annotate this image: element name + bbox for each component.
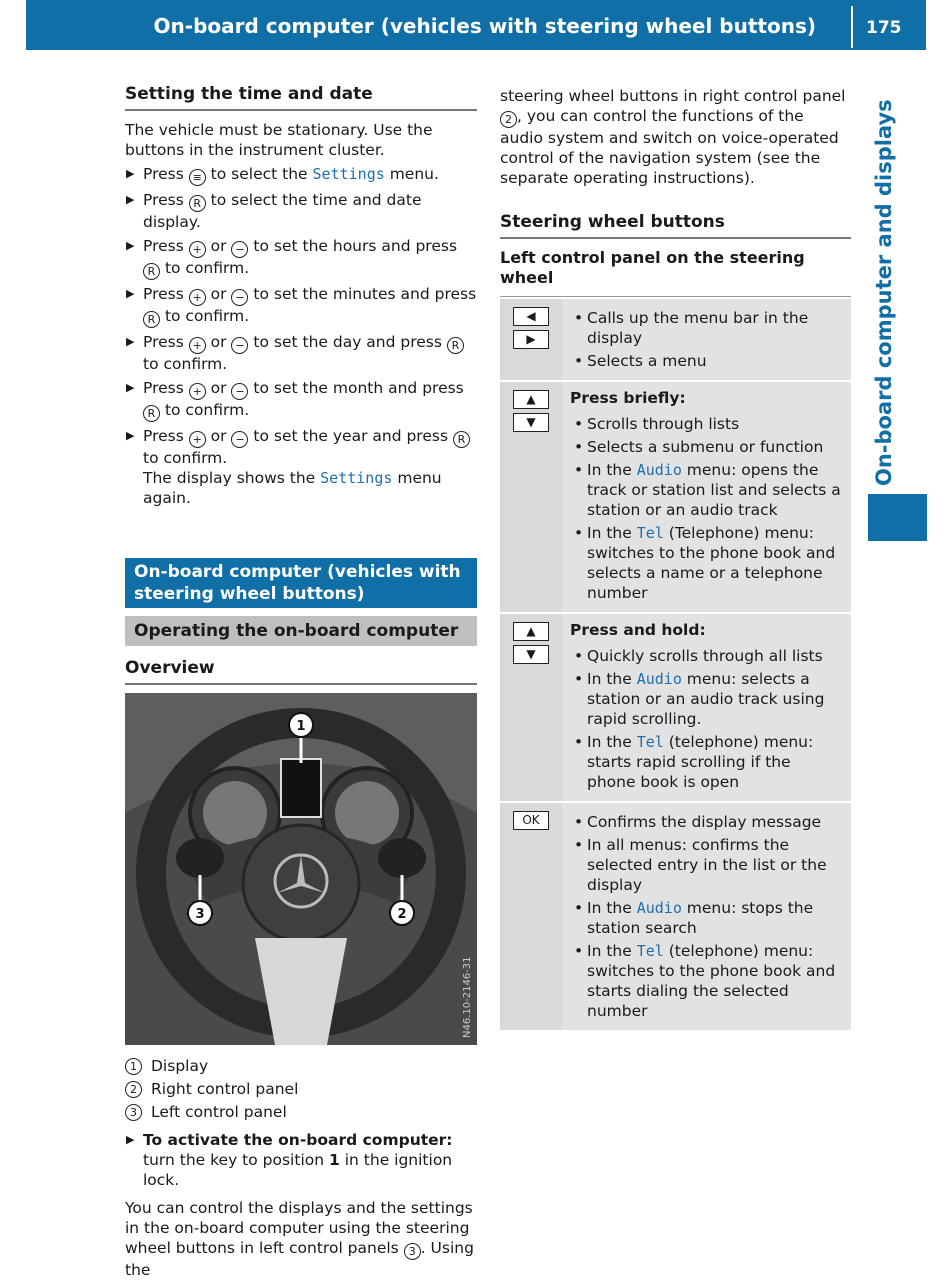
- up-arrow-key-icon: ▲: [513, 622, 549, 641]
- list-item: • Scrolls through lists: [570, 414, 843, 434]
- step-7: ▶ Press + or − to set the year and press R to confirm. The display shows the Settings menu again.: [125, 426, 477, 508]
- table-title: Left control panel on the steering wheel: [500, 248, 851, 297]
- overview-heading: Overview: [125, 658, 477, 685]
- r-button-icon: R: [143, 311, 160, 328]
- page-number: 175: [866, 18, 902, 38]
- row-title: Press briefly:: [570, 389, 686, 407]
- side-tab-marker: [868, 494, 927, 541]
- left-column: [125, 84, 477, 1280]
- legend-item-right-panel: 2 Right control panel: [125, 1079, 477, 1099]
- plus-button-icon: +: [189, 431, 206, 448]
- list-item: • In the Tel (telephone) menu: starts rapid scrolling if the phone book is open: [570, 732, 843, 792]
- row-title: Press and hold:: [570, 621, 706, 639]
- step-arrow-icon: ▶: [126, 287, 135, 300]
- r-button-icon: R: [447, 337, 464, 354]
- plus-button-icon: +: [189, 241, 206, 258]
- time-date-intro: The vehicle must be stationary. Use the buttons in the instrument cluster.: [125, 121, 433, 159]
- step-arrow-icon: ▶: [126, 167, 135, 180]
- step-4: ▶ Press + or − to set the minutes and press R to confirm.: [126, 285, 477, 326]
- list-item: • In the Tel (telephone) menu: switches to the phone book and starts dialing the selected number: [570, 941, 843, 1021]
- steering-wheel-illustration: [125, 693, 477, 1045]
- step-2: ▶ Press R to select the time and date display.: [126, 191, 422, 231]
- list-item: • Selects a submenu or function: [570, 437, 843, 457]
- right-arrow-key-icon: ▶: [513, 330, 549, 349]
- continued-text: steering wheel buttons in right control panel 2 , you can control the functions of the audio system and switch on voice-operated control of the navigation system (see the separate operating instructions).: [500, 87, 846, 187]
- table-row: [500, 382, 851, 614]
- list-item: • In the Audio menu: selects a station or an audio track using rapid scrolling.: [570, 669, 843, 729]
- steering-buttons-heading: Steering wheel buttons: [500, 212, 851, 239]
- step-5: ▶ Press + or − to set the day and press R to confirm.: [125, 332, 477, 374]
- step-arrow-icon: ▶: [126, 1133, 135, 1146]
- list-item: • Confirms the display message: [570, 812, 843, 832]
- step-arrow-icon: ▶: [126, 335, 135, 348]
- buttons-table: [500, 299, 851, 1030]
- table-row: [500, 803, 851, 1030]
- time-date-heading: Setting the time and date: [125, 84, 477, 111]
- list-item: • In all menus: confirms the selected entry in the list or the display: [570, 835, 843, 895]
- list-item: • In the Audio menu: opens the track or station list and selects a station or an audio track: [570, 460, 843, 520]
- legend-item-display: 1 Display: [125, 1056, 477, 1076]
- legend-item-left-panel: 3 Left control panel: [125, 1102, 477, 1122]
- r-button-icon: R: [143, 263, 160, 280]
- step-3: ▶ Press + or − to set the hours and press R to confirm.: [126, 237, 458, 278]
- r-button-icon: R: [453, 431, 470, 448]
- activate-instruction: ▶ To activate the on-board computer: turn the key to position 1 in the ignition lock.: [126, 1131, 453, 1189]
- page-header: [26, 0, 926, 50]
- minus-button-icon: −: [231, 241, 248, 258]
- step-6: ▶ Press + or − to set the month and press R to confirm.: [126, 379, 464, 420]
- list-item: • Calls up the menu bar in the display: [570, 308, 843, 348]
- header-title: On-board computer (vehicles with steering wheel buttons): [153, 14, 816, 38]
- menu-button-icon: ≡: [189, 169, 206, 186]
- control-text: You can control the displays and the settings in the on-board computer using the steering wheel buttons in left control panels 3 . Using the: [125, 1199, 474, 1279]
- list-item: • In the Audio menu: stops the station search: [570, 898, 843, 938]
- list-item: • In the Tel (Telephone) menu: switches to the phone book and selects a name or a telephone number: [570, 523, 843, 603]
- step-arrow-icon: ▶: [126, 381, 135, 394]
- step-arrow-icon: ▶: [126, 193, 135, 206]
- minus-button-icon: −: [231, 289, 248, 306]
- list-item: • Selects a menu: [570, 351, 843, 371]
- section-title: On-board computer (vehicles with steering wheel buttons): [125, 558, 477, 608]
- header-separator: [851, 6, 853, 48]
- left-arrow-key-icon: ◀: [513, 307, 549, 326]
- minus-button-icon: −: [231, 337, 248, 354]
- step-1: ▶ Press ≡ to select the Settings menu.: [126, 165, 439, 184]
- svg-text:1: 1: [296, 719, 306, 734]
- step-arrow-icon: ▶: [126, 429, 135, 442]
- list-item: • Quickly scrolls through all lists: [570, 646, 843, 666]
- svg-text:N46.10-2146-31: N46.10-2146-31: [462, 956, 473, 1038]
- side-tab-label: On-board computer and displays: [872, 99, 896, 486]
- minus-button-icon: −: [231, 383, 248, 400]
- subsection-title: Operating the on-board computer: [125, 616, 477, 646]
- steering-wheel-figure: [125, 693, 477, 1045]
- table-row: [500, 299, 851, 382]
- ok-key-icon: OK: [513, 811, 549, 830]
- down-arrow-key-icon: ▼: [513, 413, 549, 432]
- plus-button-icon: +: [189, 383, 206, 400]
- plus-button-icon: +: [189, 289, 206, 306]
- down-arrow-key-icon: ▼: [513, 645, 549, 664]
- right-column: [500, 86, 851, 1030]
- plus-button-icon: +: [189, 337, 206, 354]
- r-button-icon: R: [189, 195, 206, 212]
- up-arrow-key-icon: ▲: [513, 390, 549, 409]
- table-row: [500, 614, 851, 803]
- minus-button-icon: −: [231, 431, 248, 448]
- svg-text:2: 2: [397, 907, 407, 922]
- svg-text:3: 3: [195, 907, 205, 922]
- step-arrow-icon: ▶: [126, 239, 135, 252]
- r-button-icon: R: [143, 405, 160, 422]
